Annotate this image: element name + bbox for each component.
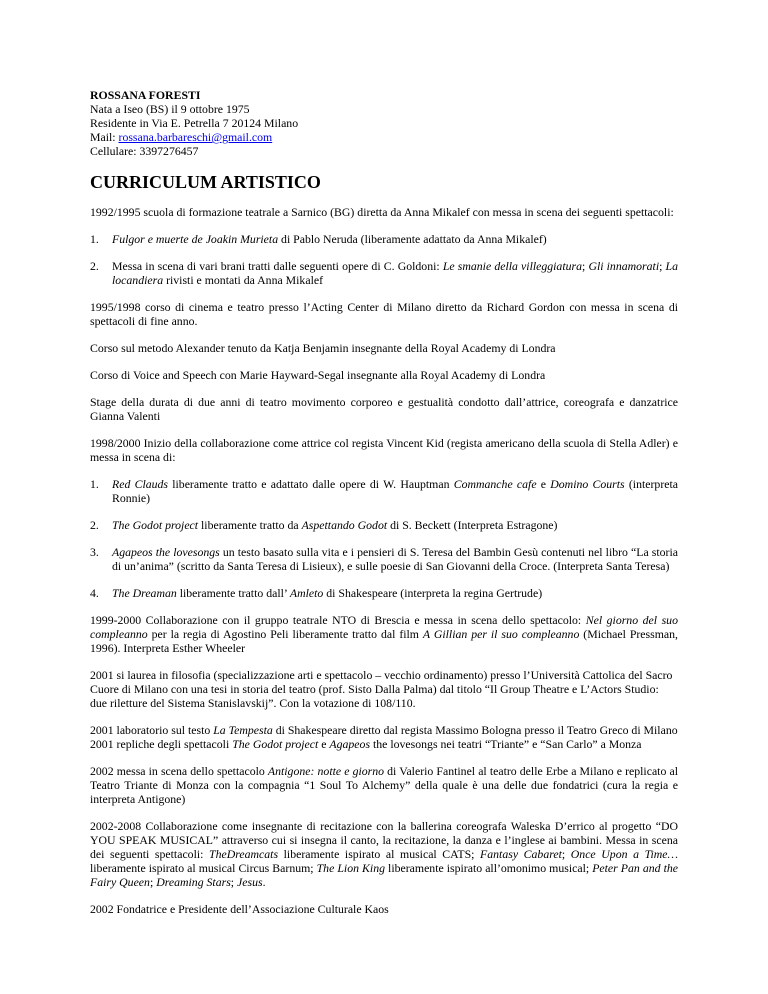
text-segment: ; <box>659 259 666 273</box>
list-number: 4. <box>90 586 99 600</box>
list-text <box>112 477 678 505</box>
paragraph-stage: Stage della durata di due anni di teatro movimento corporeo e gestualità condotto dall’attrice, coreografa e danzatrice Gianna Valenti <box>90 395 678 423</box>
list-number: 3. <box>90 545 99 559</box>
list-item <box>90 477 678 505</box>
list-number: 2. <box>90 259 99 273</box>
text-segment: . <box>262 875 266 889</box>
text-segment: ; <box>561 847 571 861</box>
work-title: The Dreaman <box>112 586 177 600</box>
list-item <box>90 232 678 246</box>
paragraph-1998: 1998/2000 Inizio della collaborazione come attrice col regista Vincent Kid (regista americano della scuola di Stella Adler) e messa in scena di: <box>90 436 678 464</box>
work-title: La locandiera <box>112 259 678 287</box>
text-segment: 1999-2000 Collaborazione con il gruppo teatrale NTO di Brescia e messa in scena dello spettacolo: <box>90 613 586 627</box>
text-segment: liberamente tratto e adattato dalle opere di W. Hauptman <box>168 477 454 491</box>
list-item <box>90 545 678 573</box>
phone-info: Cellulare: 3397276457 <box>90 144 199 158</box>
text-segment: per la regia di Agostino Peli liberamente tratto dal film <box>147 627 423 641</box>
document-title: CURRICULUM ARTISTICO <box>90 172 321 192</box>
paragraph-alexander: Corso sul metodo Alexander tenuto da Katja Benjamin insegnante della Royal Academy di Londra <box>90 341 556 355</box>
residence-info: Residente in Via E. Petrella 7 20124 Milano <box>90 116 299 130</box>
text-segment: di S. Beckett (Interpreta Estragone) <box>387 518 558 532</box>
list-item <box>90 586 678 600</box>
paragraph-1999 <box>90 613 678 655</box>
work-title: The Lion King <box>316 861 385 875</box>
list-text <box>112 259 678 287</box>
work-title: Dreaming Stars <box>156 875 231 889</box>
text-segment: liberamente tratto dall’ <box>176 586 290 600</box>
text-segment: di Shakespeare diretto dal regista Massimo Bologna presso il Teatro Greco di Milano <box>272 723 678 737</box>
work-title: The Godot project <box>112 518 199 532</box>
work-title: Le smanie della villeggiatura <box>442 259 582 273</box>
paragraph-1992: 1992/1995 scuola di formazione teatrale a Sarnico (BG) diretta da Anna Mikalef con messa in scena dei seguenti spettacoli: <box>90 205 674 219</box>
text-segment: 2002-2008 Collaborazione come insegnante di recitazione con la ballerina coreografa Waleska D’errico al progetto “DO YOU SPEAK MUSICAL” attraverso cui si insegna il canto, la recitazione, la danza e l’inglese ai bambini. Messa in scena dei seguenti spettacoli: <box>90 819 678 861</box>
work-title: Aspettando Godot <box>301 518 388 532</box>
author-name: ROSSANA FORESTI <box>90 88 201 102</box>
text-segment: di Shakespeare (interpreta la regina Gertrude) <box>323 586 543 600</box>
birth-info: Nata a Iseo (BS) il 9 ottobre 1975 <box>90 102 250 116</box>
work-title: TheDreamcats <box>209 847 279 861</box>
work-title: Once Upon a Time… <box>570 847 679 861</box>
text-segment: e <box>536 477 551 491</box>
work-title: The Godot project <box>232 737 319 751</box>
text-segment: the lovesongs nei teatri “Triante” e “San Carlo” a Monza <box>370 737 642 751</box>
paragraph-2002-kaos: 2002 Fondatrice e Presidente dell’Associazione Culturale Kaos <box>90 902 389 916</box>
text-segment: liberamente tratto da <box>198 518 302 532</box>
list-text <box>112 545 678 573</box>
paragraph-2002-antigone <box>90 764 678 806</box>
paragraph-2001-repliche <box>90 737 678 751</box>
text-segment: (Michael Pressman, 1996). Interpreta Esther Wheeler <box>90 627 678 655</box>
text-segment: rivisti e montati da Anna Mikalef <box>163 273 324 287</box>
list-item <box>90 259 678 287</box>
work-title: Peter Pan and the Fairy Queen <box>90 861 678 889</box>
list-item <box>90 518 678 532</box>
contact-block <box>90 88 678 158</box>
paragraph-2002-2008 <box>90 819 678 889</box>
text-segment: liberamente ispirato al musical Circus Barnum; <box>90 861 317 875</box>
mail-line <box>90 130 678 144</box>
work-title: Nel giorno del suo compleanno <box>90 613 678 641</box>
list-text <box>112 232 678 246</box>
work-title: Agapeos the lovesongs <box>112 545 220 559</box>
text-segment: 2002 messa in scena dello spettacolo <box>90 764 268 778</box>
list-text <box>112 586 678 600</box>
text-segment: ; <box>230 875 238 889</box>
text-segment: 2001 laboratorio sul testo <box>90 723 214 737</box>
text-segment: ; <box>582 259 589 273</box>
work-title: Antigone: notte e giorno <box>267 764 385 778</box>
text-segment: ; <box>149 875 157 889</box>
text-segment: di Pablo Neruda (liberamente adattato da Anna Mikalef) <box>278 232 547 246</box>
text-segment: di Valerio Fantinel al teatro delle Erbe a Milano e replicato al Teatro Triante di Monza con la compagnia “1 Soul To Alchemy” della quale è una delle due fondatrici (cura la regia e interpreta Antigone) <box>90 764 678 806</box>
work-title: Domino Courts <box>550 477 625 491</box>
mail-label: Mail: <box>90 130 119 144</box>
paragraph-2001-laurea: 2001 si laurea in filosofia (specializzazione arti e spettacolo – vecchio ordinamento) presso l’Università Cattolica del Sacro Cuore di Milano con una tesi in storia del teatro (prof. Sisto Dalla Palma) dal titolo “Il Group Theatre e L’Actors Studio: due riletture del Sistema Stanislavskij”. Con la votazione di 108/110. <box>90 668 673 710</box>
work-title: La Tempesta <box>213 723 273 737</box>
text-segment: 2001 repliche degli spettacoli <box>90 737 233 751</box>
list-number: 1. <box>90 232 99 246</box>
text-segment: (interpreta Ronnie) <box>112 477 678 505</box>
text-segment: Messa in scena di vari brani tratti dalle seguenti opere di C. Goldoni: <box>112 259 443 273</box>
work-title: Fulgor e muerte de Joakin Murieta <box>112 232 279 246</box>
list-number: 2. <box>90 518 99 532</box>
work-title: Red Clauds <box>112 477 169 491</box>
text-segment: liberamente ispirato all’omonimo musical; <box>385 861 593 875</box>
text-segment: un testo basato sulla vita e i pensieri di S. Teresa del Bambin Gesù contenuti nel libro “La storia di un’anima” (scritto da Santa Teresa di Lisieux), e sulle poesie di San Giovanni della Croce. (Interpreta Santa Teresa) <box>112 545 678 573</box>
email-link[interactable]: rossana.barbareschi@gmail.com <box>118 130 273 144</box>
list-number: 1. <box>90 477 99 491</box>
work-title: Fantasy Cabaret <box>480 847 562 861</box>
paragraph-2001-laboratorio <box>90 723 678 737</box>
work-title: Amleto <box>289 586 324 600</box>
text-segment: e <box>318 737 330 751</box>
paragraph-voice: Corso di Voice and Speech con Marie Hayward-Segal insegnante alla Royal Academy di Londra <box>90 368 546 382</box>
text-segment: liberamente ispirato al musical CATS; <box>278 847 481 861</box>
paragraph-1995: 1995/1998 corso di cinema e teatro presso l’Acting Center di Milano diretto da Richard Gordon con messa in scena di spettacoli di fine anno. <box>90 300 678 328</box>
list-text <box>112 518 678 532</box>
work-title: Commanche cafe <box>453 477 537 491</box>
work-title: Gli innamorati <box>588 259 660 273</box>
work-title: Jesus <box>237 875 263 889</box>
work-title: Agapeos <box>329 737 371 751</box>
work-title: A Gillian per il suo compleanno <box>422 627 580 641</box>
